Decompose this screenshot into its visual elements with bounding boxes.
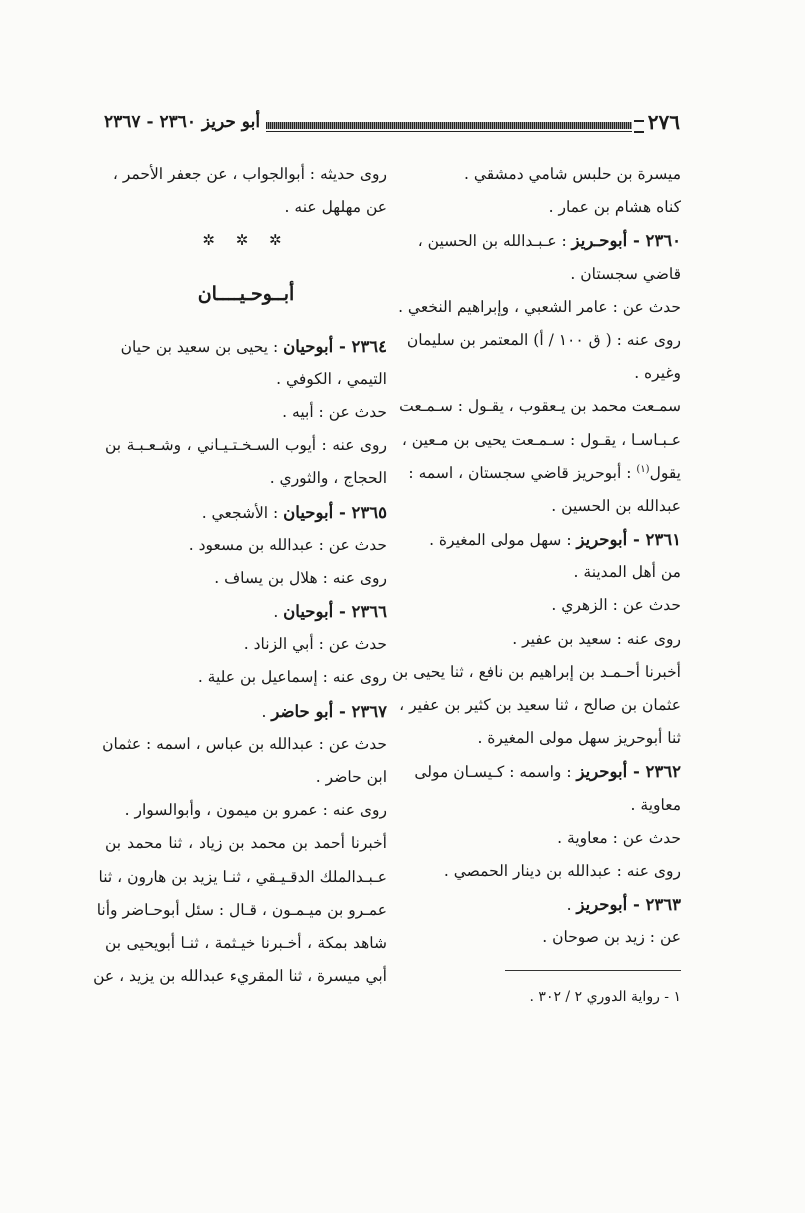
entry-text: . <box>273 603 284 622</box>
entry-name: أبوحيان <box>283 602 334 622</box>
text-line: حدث عن : عبدالله بن عباس ، اسمه : عثمان <box>102 734 387 753</box>
entry-number: ٢٣٦٥ - <box>333 502 387 522</box>
entry-text: : الأشجعي . <box>201 503 284 522</box>
text-line: معاوية . <box>630 795 681 814</box>
text-line: وغيره . <box>634 364 681 383</box>
entry-number: ٢٣٦٧ - <box>333 701 387 721</box>
footnote-marker[interactable]: (١) <box>636 463 650 475</box>
text-line: عن مهلهل عنه . <box>284 198 387 217</box>
entry-number: ٢٣٦٣ - <box>627 895 681 915</box>
entry-number: ٢٣٦١ - <box>627 530 681 550</box>
entry-heading-2363 <box>409 888 681 921</box>
section-title: أبــوحـيــــان <box>197 282 295 305</box>
entry-name: أبوحريز <box>576 530 628 550</box>
entry-text: : سهل مولى المغيرة . <box>429 531 577 550</box>
text-line: قاضي سجستان . <box>570 264 681 283</box>
text-line: سمـعت محمد بن يـعقوب ، يقـول : سـمـعت <box>399 397 681 416</box>
text-line: كناه هشام بن عمار . <box>548 198 681 217</box>
text-line: روى عنه : سعيد بن عفير . <box>512 629 681 648</box>
running-title: أبو حريز ٢٣٦٠ - ٢٣٦٧ <box>104 108 266 136</box>
entry-number: ٢٣٦٠ - <box>627 231 681 251</box>
text-line: أبي ميسرة ، ثنا المقريء عبدالله بن يزيد ، عن <box>93 967 387 986</box>
text-line: عبدالله بن الحسين . <box>551 496 681 515</box>
entry-text: : عـبـدالله بن الحسين ، <box>417 232 572 251</box>
entry-name: أبو حاضر <box>271 701 334 721</box>
entry-name: أبوحيان <box>283 502 334 522</box>
text-line: عثمان بن صالح ، ثنا سعيد بن كثير بن عفير ، <box>399 696 681 714</box>
text-line-with-footnote <box>409 457 681 490</box>
entry-number: ٢٣٦٢ - <box>627 762 681 782</box>
text-line: حدث عن : معاوية . <box>557 828 681 847</box>
entry-text: : يحيى بن سعيد بن حيان <box>120 337 284 356</box>
text-line: أخبرنا أحـمـد بن إبراهيم بن نافع ، ثنا يحيى بن <box>392 662 681 681</box>
text-line: روى عنه : أيوب السـخـتـيـاني ، وشـعـبـة بن <box>105 436 387 455</box>
text-line: عـبـدالملك الدقـيـقي ، ثنـا يزيد بن هارون ، ثنا <box>98 867 387 886</box>
entry-name: أبوحيان <box>283 336 334 356</box>
text-line: حدث عن : الزهري . <box>551 596 681 615</box>
entry-heading-2367 <box>105 695 387 728</box>
running-head <box>104 108 680 142</box>
text-line: ثنا أبوحريز سهل مولى المغيرة . <box>477 729 681 748</box>
text-line: حدث عن : أبيه . <box>282 402 387 421</box>
text-line: روى عنه : هلال بن يساف . <box>214 568 387 587</box>
entry-heading-2366 <box>105 595 387 628</box>
entry-heading-2362 <box>409 755 681 788</box>
header-rule <box>264 122 632 129</box>
footnote: ١ - رواية الدوري ٢ / ٣٠٢ . <box>529 989 681 1005</box>
entry-heading-2364 <box>105 330 387 363</box>
entry-text: . <box>261 702 272 721</box>
text-line: أخبرنا أحمد بن محمد بن زياد ، ثنا محمد بن <box>105 834 387 853</box>
entry-name: أبوحريز <box>576 895 628 915</box>
text-segment: : أبوحريز قاضي سجستان ، اسمه : <box>408 463 637 482</box>
text-line: روى عنه : إسماعيل بن علية . <box>197 668 387 687</box>
entry-number: ٢٣٦٤ - <box>333 336 387 356</box>
text-line: ابن حاضر . <box>315 768 387 786</box>
text-line: حدث عن : عامر الشعبي ، وإبراهيم النخعي . <box>398 297 681 316</box>
header-rule-underline <box>264 131 632 132</box>
text-line: الحجاج ، والثوري . <box>269 469 387 488</box>
footnote-rule <box>505 970 681 971</box>
text-line: روى عنه : عمرو بن ميمون ، وأبوالسوار . <box>124 801 387 820</box>
entry-heading-2361 <box>409 523 681 556</box>
entry-heading-2365 <box>105 496 387 529</box>
right-column <box>392 158 681 955</box>
text-line: حدث عن : عبدالله بن مسعود . <box>188 535 387 554</box>
text-line: عـبـاسـا ، يقـول : سـمـعت يحيى بن مـعين ، <box>401 430 681 449</box>
text-line: روى عنه : ( ق ١٠٠ / أ) المعتمر بن سليمان <box>406 330 681 349</box>
section-divider-stars: ✲ ✲ ✲ <box>202 231 290 250</box>
page-number: ٢٧٦ <box>644 108 680 136</box>
left-column <box>93 158 387 993</box>
text-line: روى حديثه : أبوالجواب ، عن جعفر الأحمر ، <box>112 165 387 183</box>
text-line: التيمي ، الكوفي . <box>276 369 387 388</box>
entry-text: : واسمه : كـيسـان مولى <box>414 763 577 782</box>
text-segment: يقول <box>649 463 681 482</box>
text-line: شاهد بمكة ، أخـبرنا خيـثمة ، ثنـا أبويحيى بن <box>105 933 387 952</box>
text-line: روى عنه : عبدالله بن دينار الحمصي . <box>443 861 681 880</box>
text-line: عمـرو بن ميـمـون ، قـال : سئل أبوحـاضر وأنا <box>96 900 387 919</box>
entry-text: . <box>566 896 577 915</box>
text-line: ميسرة بن حلبس شامي دمشقي . <box>463 165 681 183</box>
entry-number: ٢٣٦٦ - <box>333 602 387 622</box>
entry-heading-2360 <box>409 224 681 257</box>
text-line: من أهل المدينة . <box>573 563 681 582</box>
entry-name: أبوحريز <box>576 762 628 782</box>
text-line: عن : زيد بن صوحان . <box>542 928 681 947</box>
entry-name: أبوحـريز <box>571 231 628 251</box>
text-line: حدث عن : أبي الزناد . <box>243 635 387 654</box>
